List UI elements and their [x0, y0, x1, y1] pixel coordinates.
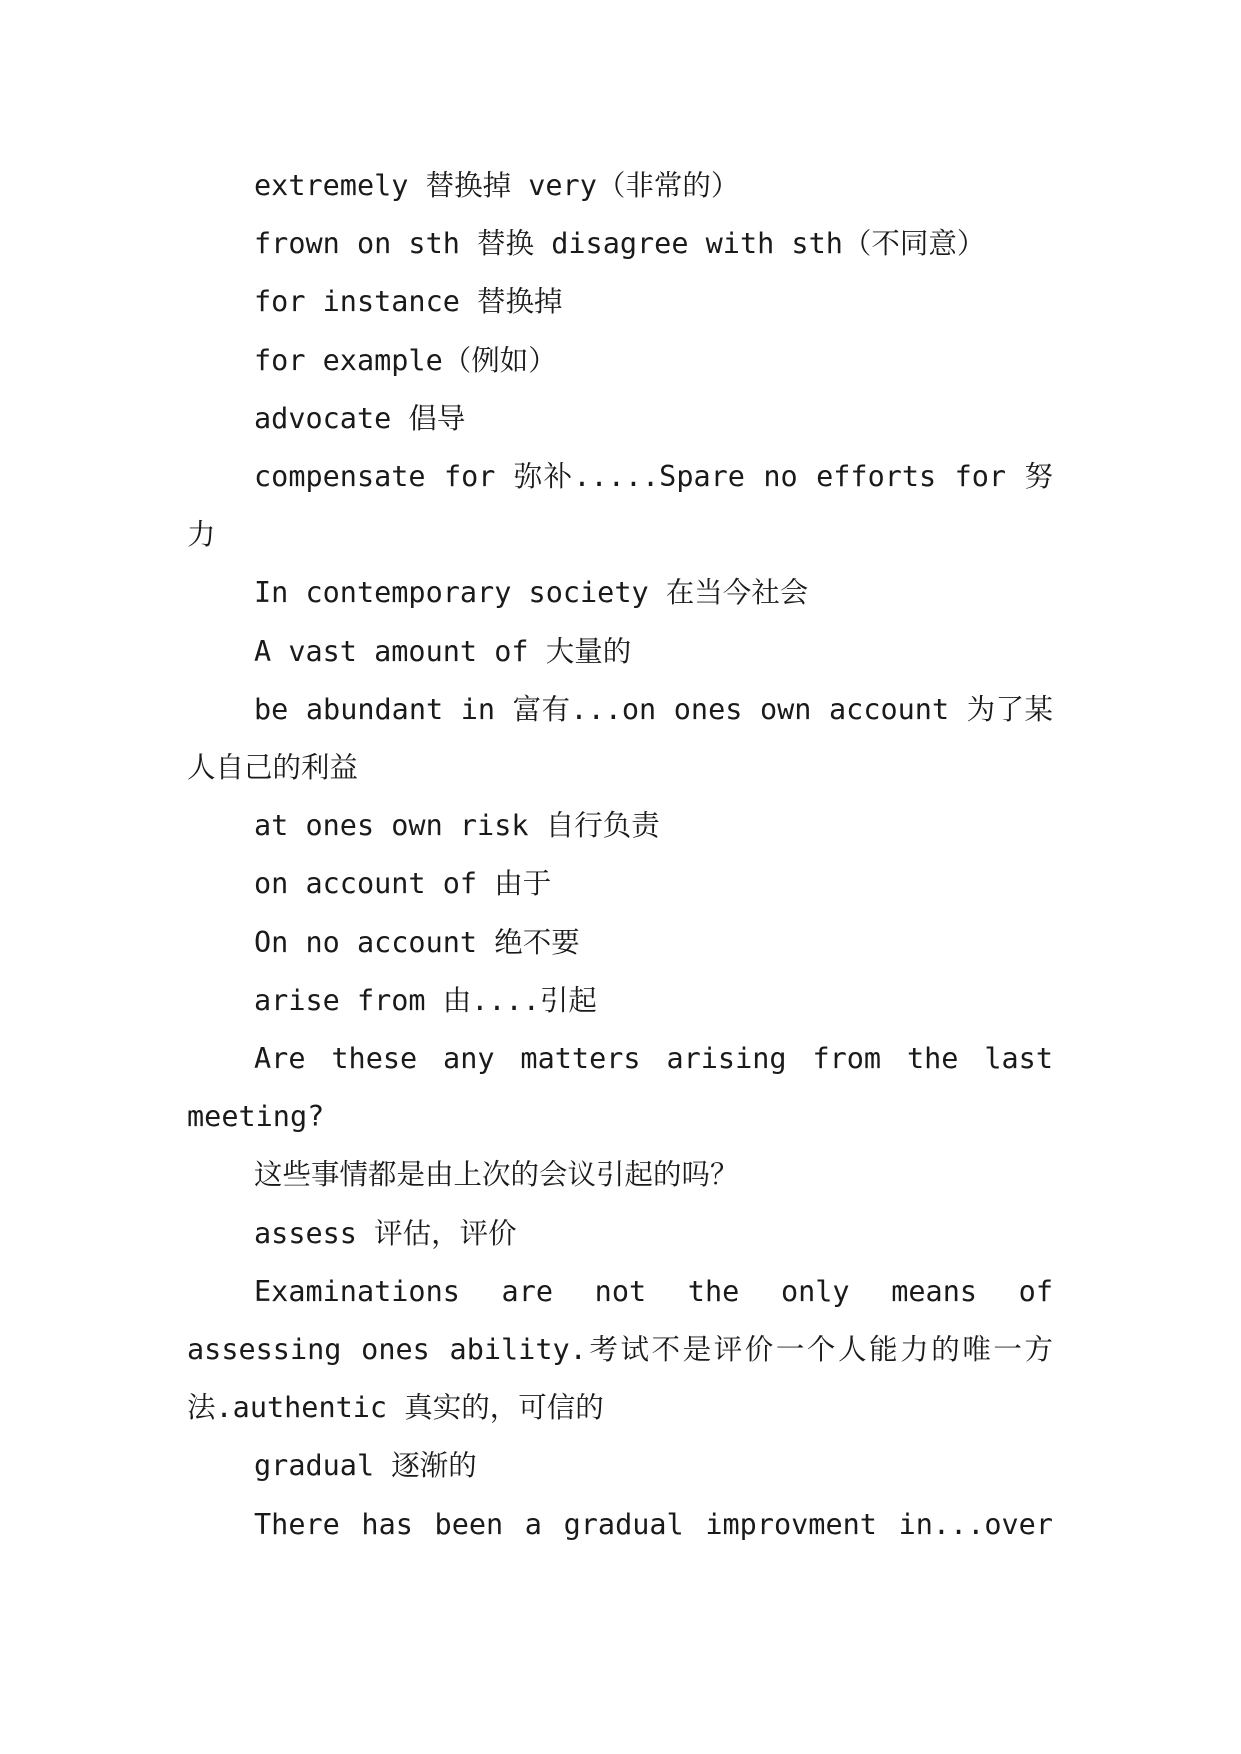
- paragraph: arise from 由....引起: [254, 983, 597, 1017]
- paragraph: Examinations are not the only means of assessing ones ability.考试不是评价一个人能力的唯一方法.authentic 真实的，可信的: [187, 1274, 1053, 1425]
- paragraph: There has been a gradual improvment in...over: [254, 1507, 1053, 1541]
- paragraph: frown on sth 替换 disagree with sth（不同意）: [254, 227, 986, 261]
- paragraph: be abundant in 富有...on ones own account 为了某人自己的利益: [187, 692, 1053, 785]
- paragraph: at ones own risk 自行负责: [254, 809, 660, 843]
- paragraph: A vast amount of 大量的: [254, 634, 632, 668]
- paragraph: advocate 倡导: [254, 401, 466, 435]
- paragraph: for example（例如）: [254, 343, 557, 377]
- paragraph: On no account 绝不要: [254, 925, 580, 959]
- paragraph: In contemporary society 在当今社会: [254, 576, 809, 610]
- paragraph: Are these any matters arising from the last meeting?: [187, 1042, 1053, 1134]
- paragraph: 这些事情都是由上次的会议引起的吗？: [254, 1158, 739, 1192]
- paragraph: extremely 替换掉 very（非常的）: [254, 169, 740, 202]
- document-page: [187, 157, 1053, 1554]
- paragraph: on account of 由于: [254, 867, 552, 901]
- paragraph: for instance 替换掉: [254, 285, 563, 319]
- paragraph: gradual 逐渐的: [254, 1449, 477, 1483]
- paragraph: assess 评估，评价: [254, 1216, 517, 1250]
- paragraph: compensate for 弥补.....Spare no efforts for 努力: [187, 460, 1053, 552]
